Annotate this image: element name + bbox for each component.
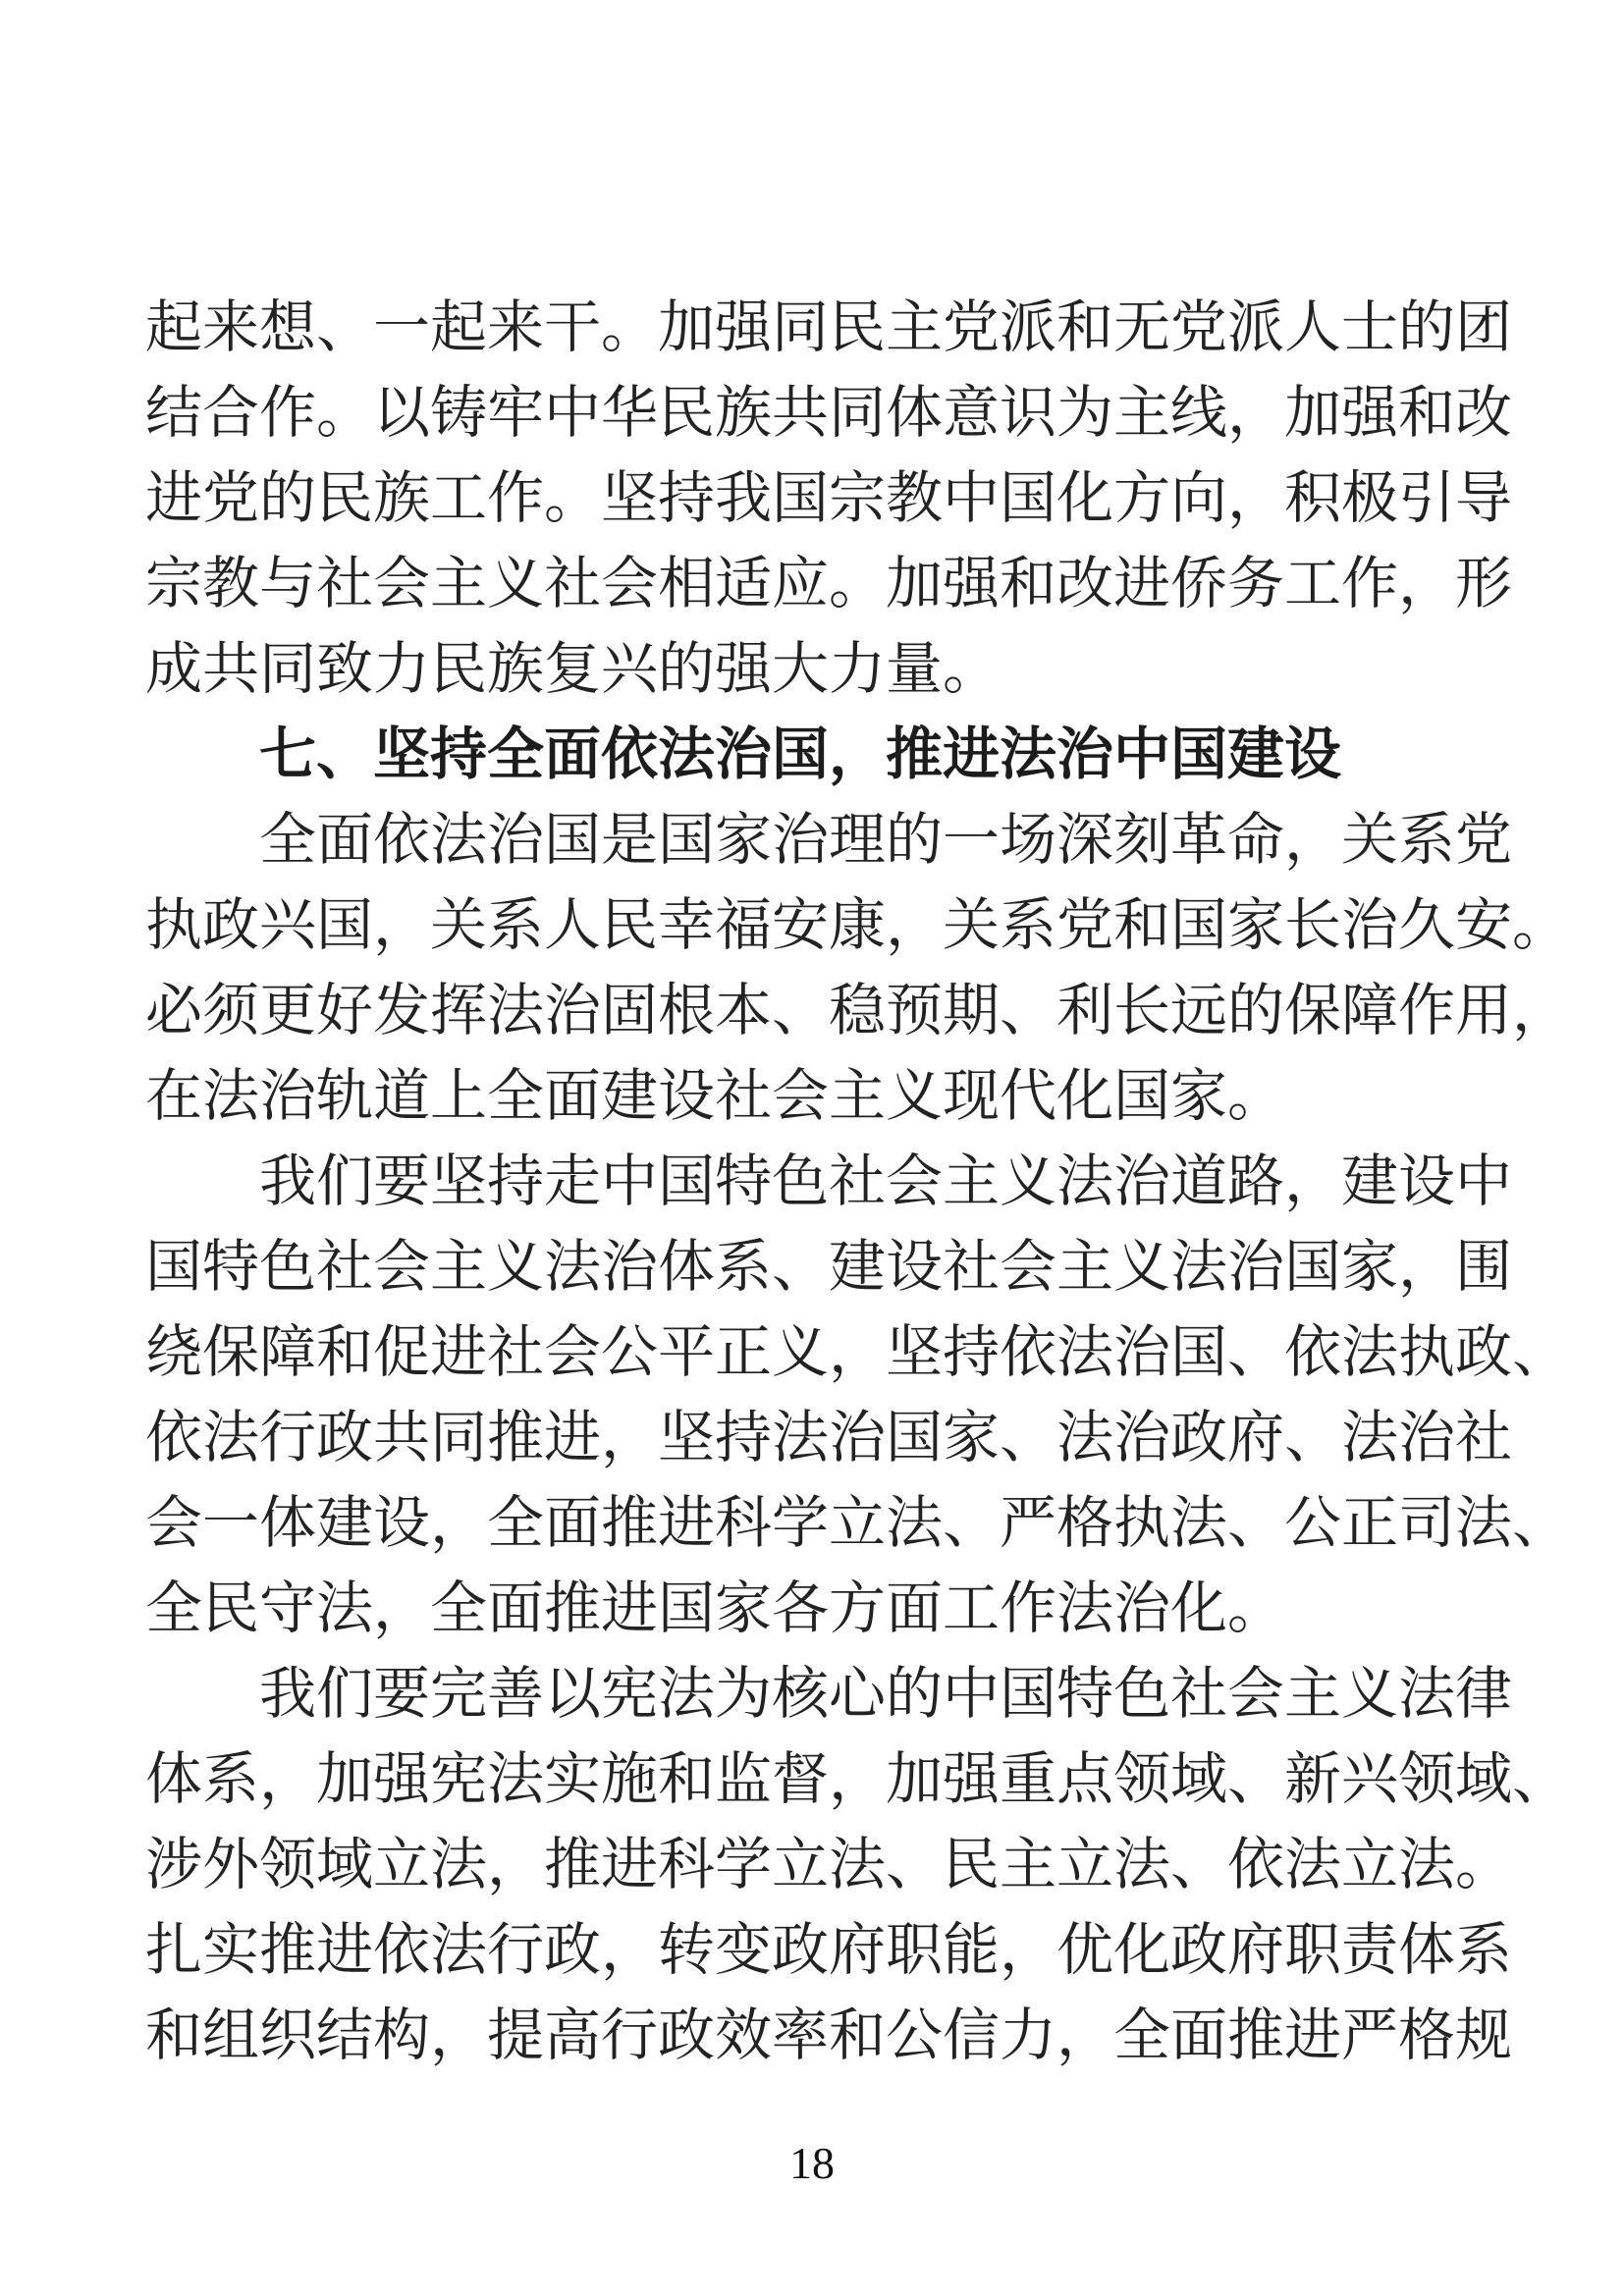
section-heading: 七、坚持全面依法治国，推进法治中国建设 [259,722,1342,786]
text-line: 体系，加强宪法实施和监督，加强重点领域、新兴领域、 [145,1747,1570,1811]
document-text-area [145,285,1570,2078]
text-line: 全面依法治国是国家治理的一场深刻革命，关系党 [259,808,1513,872]
text-line: 必须更好发挥法治固根本、稳预期、利长远的保障作用， [145,979,1570,1042]
text-line: 依法行政共同推进，坚持法治国家、法治政府、法治社 [145,1406,1513,1469]
text-line: 在法治轨道上全面建设社会主义现代化国家。 [145,1064,1285,1128]
text-line: 涉外领域立法，推进科学立法、民主立法、依法立法。 [145,1833,1513,1896]
text-line: 和组织结构，提高行政效率和公信力，全面推进严格规 [145,2003,1513,2067]
text-line: 绕保障和促进社会公平正义，坚持依法治国、依法执政、 [145,1320,1570,1384]
text-line: 我们要完善以宪法为核心的中国特色社会主义法律 [259,1662,1513,1726]
text-line: 进党的民族工作。坚持我国宗教中国化方向，积极引导 [145,466,1513,530]
text-line: 宗教与社会主义社会相适应。加强和改进侨务工作，形 [145,552,1513,615]
text-line: 会一体建设，全面推进科学立法、严格执法、公正司法、 [145,1491,1570,1555]
text-line: 执政兴国，关系人民幸福安康，关系党和国家长治久安。 [145,893,1570,957]
page-number: 18 [789,2138,835,2188]
text-line: 成共同致力民族复兴的强大力量。 [145,637,1001,701]
text-line: 起来想、一起来干。加强同民主党派和无党派人士的团 [145,295,1513,359]
text-line: 我们要坚持走中国特色社会主义法治道路，建设中 [259,1149,1513,1213]
text-line: 扎实推进依法行政，转变政府职能，优化政府职责体系 [145,1918,1513,1982]
text-line: 国特色社会主义法治体系、建设社会主义法治国家，围 [145,1235,1513,1299]
text-line: 全民守法，全面推进国家各方面工作法治化。 [145,1576,1285,1640]
text-line: 结合作。以铸牢中华民族共同体意识为主线，加强和改 [145,381,1513,445]
